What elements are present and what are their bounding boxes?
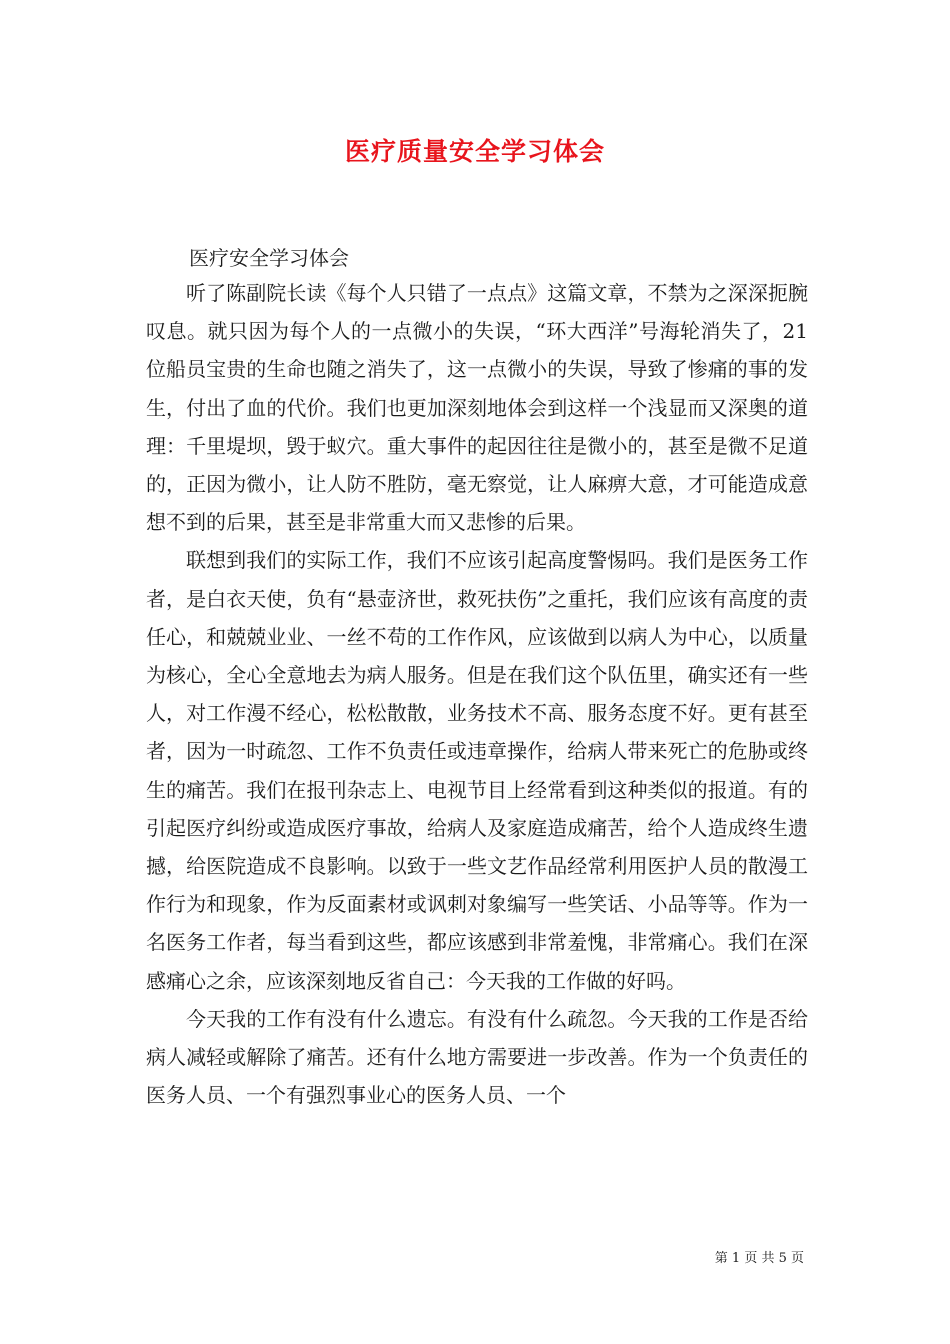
paragraph: 今天我的工作有没有什么遗忘。有没有什么疏忽。今天我的工作是否给病人减轻或解除了痛苦。还有什么地方需要进一步改善。作为一个负责任的医务人员、一个有强烈事业心的医务人员、一个 xyxy=(146,1006,808,1108)
document-body xyxy=(146,274,808,1114)
paragraph: 联想到我们的实际工作，我们不应该引起高度警惕吗。我们是医务工作者，是白衣天使，负有“悬壶济世，救死扶伤”之重托，我们应该有高度的责任心，和兢兢业业、一丝不苟的工作作风，应该做到以病人为中心，以质量为核心，全心全意地去为病人服务。但是在我们这个队伍里，确实还有一些人，对工作漫不经心，松松散散，业务技术不高、服务态度不好。更有甚至者，因为一时疏忽、工作不负责任或违章操作，给病人带来死亡的危胁或终生的痛苦。我们在报刊杂志上、电视节目上经常看到这种类似的报道。有的引起医疗纠纷或造成医疗事故，给病人及家庭造成痛苦，给个人造成终生遗撼，给医院造成不良影响。以致于一些文艺作品经常利用医护人员的散漫工作行为和现象，作为反面素材或讽刺对象编写一些笑话、小品等等。作为一名医务工作者，每当看到这些，都应该感到非常羞愧，非常痛心。我们在深感痛心之余，应该深刻地反省自己：今天我的工作做的好吗。 xyxy=(146,548,808,993)
document-subtitle: 医疗安全学习体会 xyxy=(189,246,349,270)
paragraph: 听了陈副院长读《每个人只错了一点点》这篇文章，不禁为之深深扼腕叹息。就只因为每个人的一点微小的失误，“环大西洋”号海轮消失了，21位船员宝贵的生命也随之消失了，这一点微小的失误，导致了惨痛的事的发生，付出了血的代价。我们也更加深刻地体会到这样一个浅显而又深奥的道理：千里堤坝，毁于蚁穴。重大事件的起因往往是微小的，甚至是微不足道的，正因为微小，让人防不胜防，毫无察觉，让人麻痹大意，才可能造成意想不到的后果，甚至是非常重大而又悲惨的后果。 xyxy=(146,281,808,535)
page-number-footer: 第 1 页 共 5 页 xyxy=(714,1251,804,1266)
document-title: 医疗质量安全学习体会 xyxy=(344,137,605,166)
